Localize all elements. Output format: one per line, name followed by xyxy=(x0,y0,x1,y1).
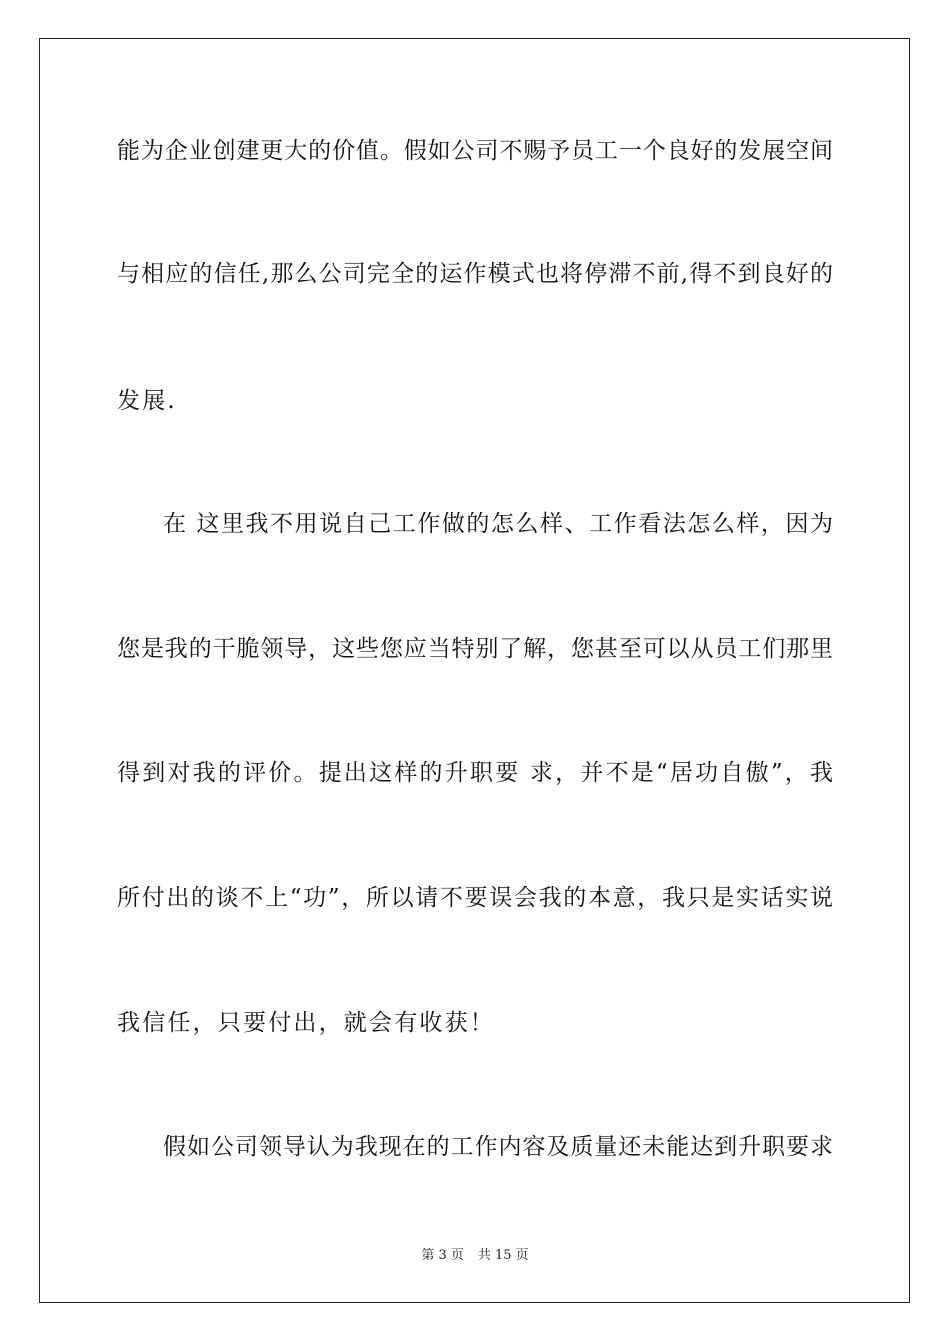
page-total: 共 15 页 xyxy=(477,1248,529,1263)
paragraph-line-4: 在 这里我不用说自己工作做的怎么样、工作看法怎么样，因为 xyxy=(163,511,833,537)
paragraph-line-5: 您是我的干脆领导，这些您应当特别了解，您甚至可以从员工们那里 xyxy=(117,636,833,662)
paragraph-line-7: 所付出的谈不上“功”，所以请不要误会我的本意，我只是实话实说 xyxy=(117,885,833,911)
paragraph-line-8: 我信任，只要付出，就会有收获！ xyxy=(117,1010,495,1036)
page-border xyxy=(39,38,910,1303)
paragraph-line-6: 得到对我的评价。提出这样的升职要 求，并不是“居功自傲”，我 xyxy=(117,760,833,786)
page-number: 第 3 页 xyxy=(421,1248,464,1263)
paragraph-line-2: 与相应的信任,那么公司完全的运作模式也将停滞不前,得不到良好的 xyxy=(117,261,833,287)
page-footer xyxy=(0,1247,950,1265)
paragraph-line-1: 能为企业创建更大的价值。假如公司不赐予员工一个良好的发展空间 xyxy=(117,138,833,164)
paragraph-line-3: 发展. xyxy=(117,388,177,414)
paragraph-line-9: 假如公司领导认为我现在的工作内容及质量还未能达到升职要求 xyxy=(163,1134,833,1160)
